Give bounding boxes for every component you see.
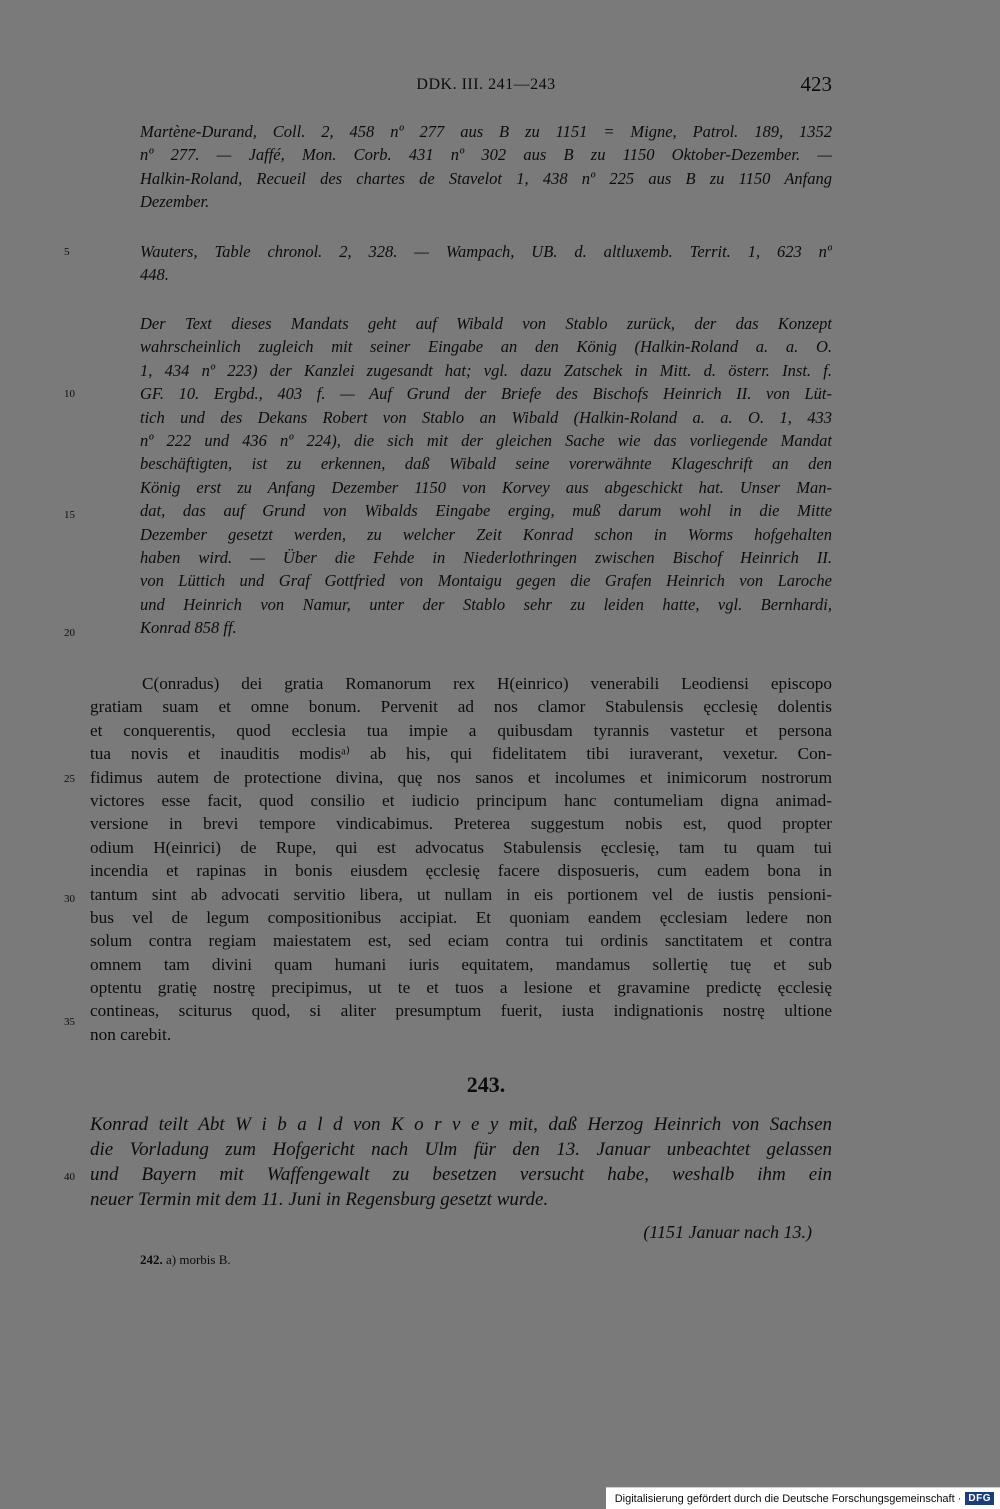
running-head: DDK. III. 241—243 bbox=[416, 76, 556, 93]
commentary-line: Der Text dieses Mandats geht auf Wibald von Stablo zurück, der das Konzept bbox=[140, 314, 832, 333]
page-header bbox=[140, 72, 832, 102]
text-line: fidimus autem de protectione divina, quę nos sanos et incolumes et inimicorum nostrorum bbox=[90, 767, 832, 787]
document-number: 243. bbox=[466, 1072, 506, 1097]
editions-line: Martène-Durand, Coll. 2, 458 nº 277 aus B zu 1151 = Migne, Patrol. 189, 1352 bbox=[140, 122, 832, 141]
commentary-line: wahrscheinlich zugleich mit seiner Eingabe an den König (Halkin-Roland a. a. O. bbox=[140, 337, 832, 357]
regest-line: und Bayern mit Waffengewalt zu besetzen versucht habe, weshalb ihm ein bbox=[90, 1164, 832, 1185]
text-line: et conquerentis, quod ecclesia tua impie a quibusdam tyrannis vastetur et persona bbox=[90, 720, 832, 740]
regest-line: neuer Termin mit dem 11. Juni in Regensburg gesetzt wurde. bbox=[90, 1189, 549, 1210]
text-line: bus vel de legum compositionibus accipiat. Et quoniam eandem ęcclesiam ledere non bbox=[90, 907, 832, 927]
funding-label: Digitalisierung gefördert durch die Deutsche Forschungsgemeinschaft · bbox=[614, 1492, 962, 1505]
regesta-line: 448. bbox=[140, 265, 169, 285]
line-number: 20 bbox=[64, 627, 75, 639]
line-number: 35 bbox=[64, 1016, 75, 1028]
charter-text bbox=[90, 672, 832, 1046]
dating: (1151 Januar nach 13.) bbox=[643, 1222, 812, 1242]
editions-block bbox=[140, 120, 832, 214]
text-line: solum contra regiam maiestatem est, sed eciam contra tui ordinis sanctitatem et contra bbox=[90, 931, 832, 951]
commentary-line: beschäftigten, ist zu erkennen, daß Wibald seine vorerwähnte Klageschrift an den bbox=[140, 454, 832, 474]
text-line: non carebit. bbox=[90, 1024, 172, 1044]
regesta-block bbox=[140, 240, 832, 287]
footnote-text: a) morbis B. bbox=[166, 1252, 231, 1267]
line-number: 40 bbox=[64, 1171, 75, 1183]
line-number: 30 bbox=[64, 893, 75, 905]
text-line: contineas, sciturus quod, si aliter presumptum fuerit, iusta indignationis nostrę ultione bbox=[90, 1001, 832, 1021]
commentary-line: Konrad 858 ff. bbox=[140, 618, 237, 638]
line-number: 25 bbox=[64, 773, 75, 785]
regest-line: Konrad teilt Abt W i b a l d von K o r v e y mit, daß Herzog Heinrich von Sachsen bbox=[90, 1114, 832, 1135]
text-line: versione in brevi tempore vindicabimus. Preterea suggestum nobis est, quod propter bbox=[90, 814, 832, 834]
commentary-line: dat, das auf Grund von Wibalds Eingabe erging, muß darum wohl in die Mitte bbox=[140, 501, 832, 521]
text-line: optentu gratię nostrę precipimus, ut te et tuos a lesione et gravamine predictę ęcclesię bbox=[90, 978, 832, 998]
editions-line: Dezember. bbox=[140, 192, 210, 212]
commentary-line: 1, 434 nº 223) der Kanzlei zugesandt hat; vgl. dazu Zatschek in Mitt. d. österr. Inst. f. bbox=[140, 360, 832, 380]
commentary-line: von Lüttich und Graf Gottfried von Montaigu gegen die Grafen Heinrich von Laroche bbox=[140, 571, 832, 591]
commentary-line: König erst zu Anfang Dezember 1150 von Korvey aus abgeschickt hat. Unser Man- bbox=[140, 477, 832, 497]
commentary-line: nº 222 und 436 nº 224), die sich mit der gleichen Sache wie das vorliegende Mandat bbox=[140, 430, 832, 450]
footnote bbox=[140, 1252, 231, 1268]
line-number: 10 bbox=[64, 388, 75, 400]
regest-block bbox=[90, 1112, 832, 1212]
text-line: incendia et rapinas in bonis eiusdem ęcclesię facere disposueris, cum eadem bona in bbox=[90, 861, 832, 881]
editions-line: Halkin-Roland, Recueil des chartes de Stavelot 1, 438 nº 225 aus B zu 1150 Anfang bbox=[140, 168, 832, 188]
page-number: 423 bbox=[800, 72, 832, 96]
commentary-line: tich und des Dekans Robert von Stablo an Wibald (Halkin-Roland a. a. O. 1, 433 bbox=[140, 407, 832, 427]
regesta-line: Wauters, Table chronol. 2, 328. — Wampach, UB. d. altluxemb. Territ. 1, 623 nº bbox=[140, 242, 832, 261]
text-line: victores esse facit, quod consilio et iudicio principum hanc contumeliam digna animad- bbox=[90, 790, 832, 810]
text-line: tantum sint ab advocati servitio libera, ut nullam in eis portionem vel de iustis pensioni- bbox=[90, 884, 832, 904]
funding-footer bbox=[606, 1487, 1000, 1509]
footnote-ref: 242. bbox=[140, 1252, 163, 1267]
commentary-line: und Heinrich von Namur, unter der Stablo sehr zu leiden hatte, vgl. Bernhardi, bbox=[140, 594, 832, 614]
editions-line: nº 277. — Jaffé, Mon. Corb. 431 nº 302 aus B zu 1150 Oktober-Dezember. — bbox=[140, 145, 832, 165]
text-line: odium H(einrici) de Rupe, qui est advocatus Stabulensis ęcclesię, tam tu quam tui bbox=[90, 837, 832, 857]
commentary-line: haben wird. — Über die Fehde in Niederlothringen zwischen Bischof Heinrich II. bbox=[140, 547, 832, 567]
text-line: omnem tam divini quam humani iuris equitatem, mandamus sollertię tuę et sub bbox=[90, 954, 832, 974]
commentary-line: Dezember gesetzt werden, zu welcher Zeit Konrad schon in Worms hofgehalten bbox=[140, 524, 832, 544]
regest-line: die Vorladung zum Hofgericht nach Ulm für den 13. Januar unbeachtet gelassen bbox=[90, 1139, 832, 1160]
line-number: 15 bbox=[64, 509, 75, 521]
commentary-line: GF. 10. Ergbd., 403 f. — Auf Grund der Briefe des Bischofs Heinrich II. von Lüt- bbox=[140, 384, 832, 404]
dfg-logo-icon[interactable]: DFG bbox=[965, 1492, 994, 1505]
text-line: tua novis et inauditis modisᵃ⁾ ab his, qui fidelitatem tibi iuraverant, vexetur. Con- bbox=[90, 744, 832, 764]
line-number: 5 bbox=[64, 246, 70, 258]
text-line: gratiam suam et omne bonum. Pervenit ad nos clamor Stabulensis ęcclesię dolentis bbox=[90, 697, 832, 717]
text-line: C(onradus) dei gratia Romanorum rex H(einrico) venerabili Leodiensi episcopo bbox=[142, 674, 832, 693]
commentary-block bbox=[140, 312, 832, 639]
